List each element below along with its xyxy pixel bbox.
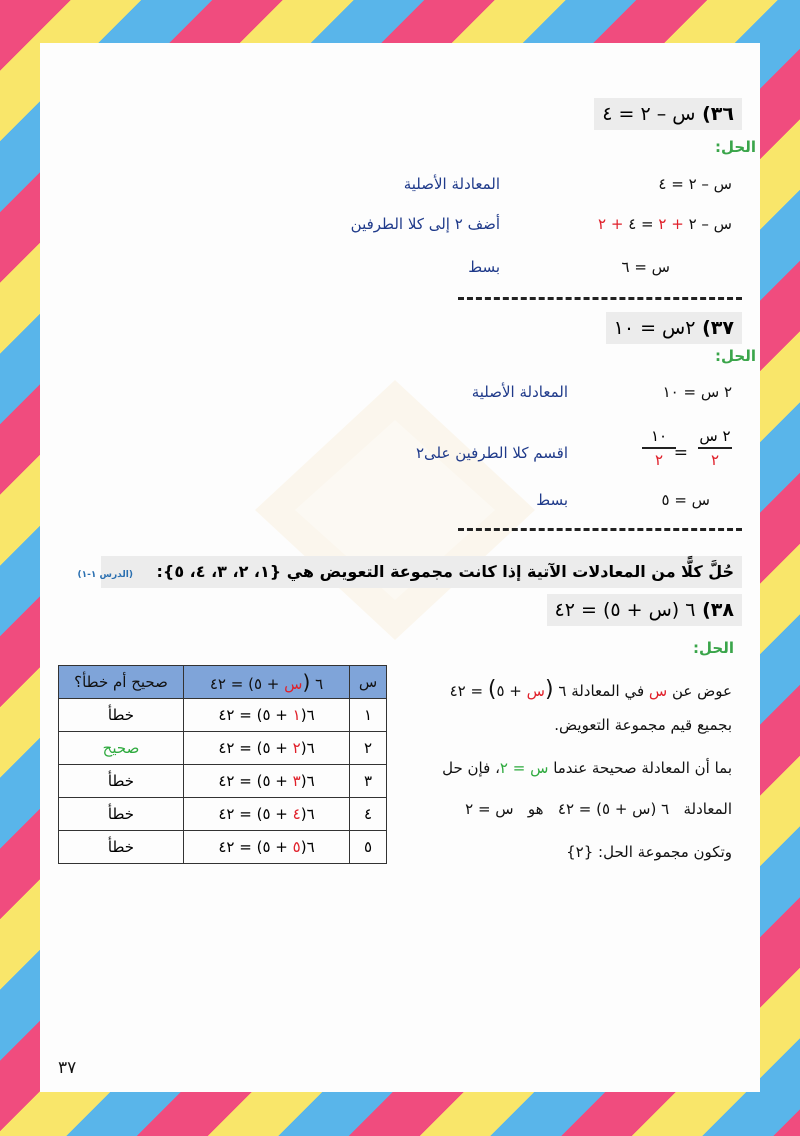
cell-equation: ٦(٤ + ٥) = ٤٢	[184, 798, 350, 831]
cell-equation: ٦(١ + ٥) = ٤٢	[184, 699, 350, 732]
header-equation: ٦ (س + ٥) = ٤٢	[184, 666, 350, 699]
step-note: بسط	[468, 258, 500, 276]
solution-label: الحل:	[715, 347, 756, 365]
step-math: س = ٥	[661, 491, 710, 509]
step-note: اقسم كلا الطرفين على٢	[415, 444, 568, 462]
solution-label: الحل:	[693, 639, 734, 657]
problem-number: ٣٧)	[702, 317, 734, 339]
table-row	[59, 831, 387, 864]
table-row	[59, 798, 387, 831]
step-math-add: س – ٢ + ٢ = ٤ + ٢	[598, 215, 732, 233]
cell-result: خطأ	[59, 765, 184, 798]
table-header-row	[59, 666, 387, 699]
instruction-text: حُلَّ كلًّا من المعادلات الآتية إذا كانت مجموعة التعويض هي {١، ٢، ٣، ٤، ٥}:	[156, 562, 734, 581]
problem-38-header	[547, 594, 742, 626]
explain-line-1: عوض عن س في المعادلة ٦ (س + ٥) = ٤٢	[449, 677, 732, 702]
step-note: المعادلة الأصلية	[471, 383, 568, 401]
problem-equation: ٢س = ١٠	[613, 317, 696, 339]
dashed-separator	[458, 297, 742, 300]
cell-x: ٤	[350, 798, 387, 831]
problem-number: ٣٨)	[702, 599, 734, 621]
cell-x: ٢	[350, 732, 387, 765]
table-row	[59, 765, 387, 798]
cell-equation: ٦(٥ + ٥) = ٤٢	[184, 831, 350, 864]
problem-number: ٣٦)	[702, 103, 734, 125]
problem-equation: س – ٢ = ٤	[602, 103, 696, 125]
lesson-ref: (الدرس ١-١)	[77, 570, 133, 580]
explain-line-4: المعادلة ٦ (س + ٥) = ٤٢ هو س = ٢	[465, 800, 732, 818]
header-x: س	[350, 666, 387, 699]
step-note: المعادلة الأصلية	[403, 175, 500, 193]
cell-result: خطأ	[59, 798, 184, 831]
step-math: س – ٢ = ٤	[658, 175, 732, 193]
step-note: أضف ٢ إلى كلا الطرفين	[350, 215, 500, 233]
equals-sign: =	[673, 443, 688, 463]
explain-line-3: بما أن المعادلة صحيحة عندما س = ٢، فإن حل	[442, 759, 732, 777]
problem-36-header	[594, 98, 742, 130]
fraction-right: ١٠ ٢	[642, 427, 676, 469]
instruction-bar	[77, 556, 742, 588]
step-note: بسط	[536, 491, 568, 509]
cell-x: ٣	[350, 765, 387, 798]
table-row	[59, 699, 387, 732]
dashed-separator	[458, 528, 742, 531]
cell-x: ١	[350, 699, 387, 732]
solution-label: الحل:	[715, 138, 756, 156]
explain-line-5: وتكون مجموعة الحل: {٢}	[566, 843, 732, 861]
step-math: ٢ س = ١٠	[662, 383, 732, 401]
cell-result: صحيح	[59, 732, 184, 765]
fraction-left: ٢ س ٢	[699, 427, 731, 469]
problem-equation: ٦ (س + ٥) = ٤٢	[554, 599, 696, 621]
header-result: صحيح أم خطأ؟	[59, 666, 184, 699]
step-math: س = ٦	[621, 258, 670, 276]
watermark-logo	[255, 380, 535, 640]
table-row	[59, 732, 387, 765]
cell-x: ٥	[350, 831, 387, 864]
cell-result: خطأ	[59, 831, 184, 864]
problem-37-header	[606, 312, 742, 344]
cell-result: خطأ	[59, 699, 184, 732]
cell-equation: ٦(٢ + ٥) = ٤٢	[184, 732, 350, 765]
page-number: ٣٧	[58, 1058, 77, 1078]
explain-line-2: بجميع قيم مجموعة التعويض.	[554, 716, 732, 734]
substitution-table	[58, 665, 387, 864]
cell-equation: ٦(٣ + ٥) = ٤٢	[184, 765, 350, 798]
